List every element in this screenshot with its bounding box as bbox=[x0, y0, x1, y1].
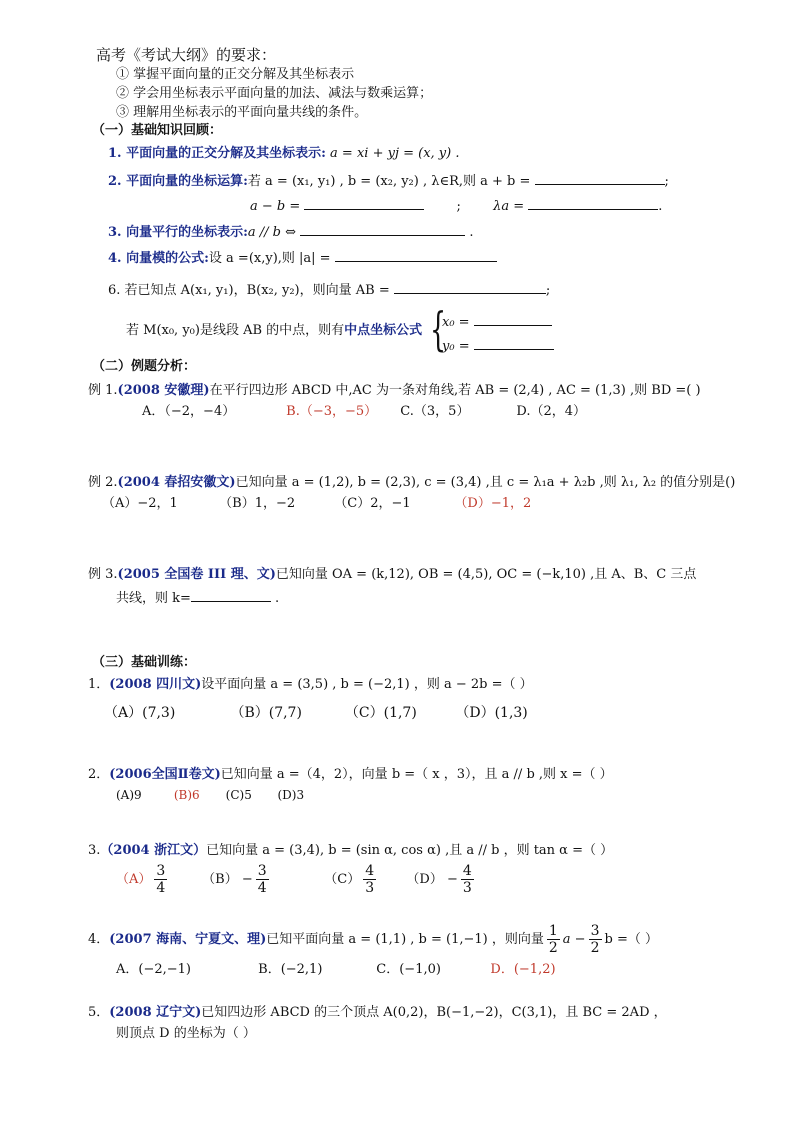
question-5-source: (2008 辽宁文) bbox=[109, 1005, 202, 1020]
item-3 bbox=[108, 222, 473, 242]
example-2-options bbox=[102, 495, 531, 513]
midpoint-line bbox=[126, 322, 422, 340]
question-3-option-d-den: 3 bbox=[462, 880, 472, 896]
example-1-prefix: 例 1. bbox=[88, 383, 118, 398]
question-2 bbox=[88, 766, 613, 784]
question-4-prefix: 4． bbox=[88, 932, 110, 947]
question-2-prefix: 2． bbox=[88, 767, 110, 782]
example-1-options bbox=[142, 403, 586, 421]
item-6-blank[interactable] bbox=[394, 280, 546, 294]
example-3-end: . bbox=[275, 591, 280, 606]
question-3-option-b-num: 3 bbox=[257, 863, 267, 879]
question-3-prefix: 3. bbox=[88, 843, 101, 858]
question-5 bbox=[88, 1004, 667, 1022]
question-1-option-a[interactable]: （A）(7,3) bbox=[104, 705, 176, 721]
question-1 bbox=[88, 676, 533, 694]
question-3-option-d-label: （D） − bbox=[406, 872, 458, 887]
item-4 bbox=[108, 248, 497, 268]
section-heading-practice: （三）基础训练： bbox=[92, 655, 197, 670]
question-4-frac2-num: 3 bbox=[590, 923, 600, 939]
item-2-blank-diff[interactable] bbox=[304, 196, 424, 210]
question-5-text: 已知四边形 ABCD 的三个顶点 A(0,2)，B(−1,−2)，C(3,1)，且 BC = 2AD ， bbox=[201, 1005, 667, 1020]
item-6 bbox=[108, 280, 550, 300]
item-3-blank[interactable] bbox=[300, 222, 465, 236]
item-3-label: 3. 向量平行的坐标表示: bbox=[108, 225, 248, 240]
question-1-prefix: 1． bbox=[88, 677, 110, 692]
question-3-option-a-num: 3 bbox=[156, 863, 166, 879]
question-4-options bbox=[116, 961, 556, 979]
midpoint-y-row bbox=[442, 336, 554, 356]
example-2-option-d[interactable]: （D）−1，2 bbox=[454, 496, 532, 511]
requirement-2: ② 学会用坐标表示平面向量的加法、减法与数乘运算； bbox=[116, 86, 433, 101]
question-4-frac2-den: 2 bbox=[590, 940, 600, 956]
question-2-option-b[interactable]: (B)6 bbox=[173, 788, 200, 802]
question-3-option-a-den: 4 bbox=[156, 880, 166, 896]
question-4 bbox=[88, 922, 658, 958]
item-2 bbox=[108, 171, 669, 191]
midpoint-x-row bbox=[442, 312, 552, 332]
question-3-option-d[interactable] bbox=[406, 862, 476, 898]
question-2-option-c[interactable]: (C)5 bbox=[225, 788, 252, 802]
question-3-option-c-label: （C） bbox=[324, 872, 361, 887]
item-3-text: a // b ⇔ bbox=[247, 225, 297, 240]
item-2-end: ; bbox=[664, 174, 669, 189]
item-3-end: . bbox=[469, 225, 474, 240]
midpoint-y-blank[interactable] bbox=[474, 336, 554, 350]
question-2-text: 已知向量 a =（4，2），向量 b =（ x ，3），且 a // b ,则 x =（ ） bbox=[220, 767, 613, 782]
question-3-option-b-label: （B） − bbox=[202, 872, 253, 887]
item-2-sub1: a − b = bbox=[250, 199, 301, 214]
example-1-option-c[interactable]: C.（3，5） bbox=[400, 404, 470, 419]
question-1-option-b[interactable]: （B）(7,7) bbox=[230, 705, 302, 721]
page-title: 高考《考试大纲》的要求： bbox=[96, 46, 277, 64]
item-1 bbox=[108, 145, 459, 163]
item-2-sep: ; bbox=[456, 199, 461, 214]
example-2 bbox=[88, 474, 735, 492]
question-2-option-d[interactable]: (D)3 bbox=[277, 788, 305, 802]
question-4-option-d[interactable]: D．(−1,2) bbox=[490, 962, 556, 977]
question-3-text: 已知向量 a = (3,4), b = (sin α, cos α) ,且 a // b ，则 tan α =（ ） bbox=[206, 843, 614, 858]
question-3-option-c-num: 4 bbox=[365, 863, 375, 879]
midpoint-text: 若 M(x₀, y₀)是线段 AB 的中点，则有 bbox=[126, 323, 345, 338]
brace-icon: { bbox=[430, 302, 447, 356]
example-2-text: 已知向量 a = (1,2), b = (2,3), c = (3,4) ,且 c = λ₁a + λ₂b ,则 λ₁, λ₂ 的值分别是() bbox=[235, 475, 736, 490]
question-2-source: (2006全国Ⅱ卷文) bbox=[109, 767, 221, 782]
question-4-mid: a − bbox=[562, 932, 586, 947]
question-2-option-a[interactable]: (A)9 bbox=[116, 788, 142, 802]
question-5-prefix: 5． bbox=[88, 1005, 110, 1020]
example-1 bbox=[88, 382, 701, 400]
question-3-option-a[interactable] bbox=[116, 862, 198, 898]
item-2-end2: . bbox=[658, 199, 663, 214]
example-2-source: (2004 春招安徽文) bbox=[117, 475, 236, 490]
midpoint-x-blank[interactable] bbox=[474, 312, 552, 326]
question-4-source: (2007 海南、宁夏文、理) bbox=[109, 932, 267, 947]
item-2-subline bbox=[250, 196, 662, 216]
question-1-option-c[interactable]: （C）(1,7) bbox=[344, 705, 417, 721]
requirement-1: ① 掌握平面向量的正交分解及其坐标表示 bbox=[116, 67, 355, 82]
question-4-text2: b =（ ） bbox=[604, 932, 658, 947]
example-1-source: (2008 安徽理) bbox=[117, 383, 210, 398]
example-3-prefix: 例 3. bbox=[88, 567, 118, 582]
example-2-option-b[interactable]: （B）1，−2 bbox=[219, 496, 296, 511]
question-5-line2: 则顶点 D 的坐标为（ ） bbox=[116, 1026, 256, 1041]
question-4-frac1-den: 2 bbox=[548, 940, 558, 956]
question-3-option-d-num: 4 bbox=[462, 863, 472, 879]
question-1-options bbox=[104, 704, 528, 722]
midpoint-bold: 中点坐标公式 bbox=[344, 323, 423, 338]
example-3-line2-text: 共线，则 k= bbox=[116, 591, 191, 606]
example-3-line2 bbox=[116, 588, 279, 608]
item-2-sub2: λa = bbox=[493, 199, 525, 214]
example-1-option-b[interactable]: B.（−3，−5） bbox=[286, 404, 378, 419]
example-1-text: 在平行四边形 ABCD 中,AC 为一条对角线,若 AB = (2,4) , AC = (1,3) ,则 BD =( ) bbox=[209, 383, 701, 398]
section-heading-basics: （一）基础知识回顾： bbox=[92, 123, 223, 138]
question-3-option-a-label: （A） bbox=[116, 872, 152, 887]
item-2-text: 若 a = (x₁, y₁) , b = (x₂, y₂) , λ∈R,则 a + b = bbox=[247, 174, 531, 189]
item-6-end: ; bbox=[545, 283, 551, 298]
question-3-source: （2004 浙江文） bbox=[100, 843, 207, 858]
midpoint-y-label: y₀ = bbox=[442, 339, 470, 354]
question-1-text: 设平面向量 a = (3,5) , b = (−2,1) ，则 a − 2b =（ ） bbox=[201, 677, 533, 692]
item-4-label: 4. 向量模的公式: bbox=[108, 251, 209, 266]
item-2-blank-sum[interactable] bbox=[535, 171, 665, 185]
item-2-label: 2. 平面向量的坐标运算: bbox=[108, 174, 248, 189]
question-4-text1: 已知平面向量 a = (1,1) , b = (1,−1) ，则向量 bbox=[266, 932, 544, 947]
question-3-option-b-den: 4 bbox=[257, 880, 267, 896]
example-1-option-a[interactable]: A．（−2，−4） bbox=[142, 404, 236, 419]
midpoint-x-label: x₀ = bbox=[442, 315, 470, 330]
example-3 bbox=[88, 566, 696, 584]
question-1-source: (2008 四川文) bbox=[109, 677, 202, 692]
question-1-option-d[interactable]: （D）(1,3) bbox=[455, 705, 528, 721]
question-4-frac1-num: 1 bbox=[548, 923, 558, 939]
question-3-option-c[interactable] bbox=[324, 862, 402, 898]
item-1-formula: a = xi + yj = (x, y) . bbox=[330, 146, 460, 161]
section-heading-examples: （二）例题分析： bbox=[92, 359, 197, 374]
example-2-option-c[interactable]: （C）2，−1 bbox=[334, 496, 411, 511]
item-6-text: 6. 若已知点 A(x₁, y₁)，B(x₂, y₂)，则向量 AB = bbox=[108, 283, 390, 298]
item-2-blank-scalar[interactable] bbox=[528, 196, 658, 210]
question-4-option-b[interactable]: B．(−2,1) bbox=[258, 962, 323, 977]
example-1-option-d[interactable]: D.（2，4） bbox=[516, 404, 587, 419]
item-1-label: 1. 平面向量的正交分解及其坐标表示: bbox=[108, 146, 326, 161]
item-4-blank[interactable] bbox=[335, 248, 497, 262]
question-4-option-c[interactable]: C．(−1,0) bbox=[376, 962, 441, 977]
question-2-options bbox=[116, 786, 304, 804]
requirement-3: ③ 理解用坐标表示的平面向量共线的条件。 bbox=[116, 105, 368, 120]
item-4-text: 设 a =(x,y),则 |a| = bbox=[208, 251, 331, 266]
question-3 bbox=[88, 842, 613, 860]
question-3-option-c-den: 3 bbox=[365, 880, 375, 896]
question-3-options bbox=[116, 862, 477, 898]
question-3-option-b[interactable] bbox=[202, 862, 320, 898]
example-2-option-a[interactable]: （A）−2，1 bbox=[102, 496, 178, 511]
example-3-source: (2005 全国卷 III 理、文) bbox=[117, 567, 276, 582]
example-3-text: 已知向量 OA = (k,12), OB = (4,5), OC = (−k,10) ,且 A、B、C 三点 bbox=[275, 567, 697, 582]
question-4-option-a[interactable]: A．(−2,−1) bbox=[116, 962, 191, 977]
example-3-blank[interactable] bbox=[191, 588, 271, 602]
example-2-prefix: 例 2. bbox=[88, 475, 118, 490]
